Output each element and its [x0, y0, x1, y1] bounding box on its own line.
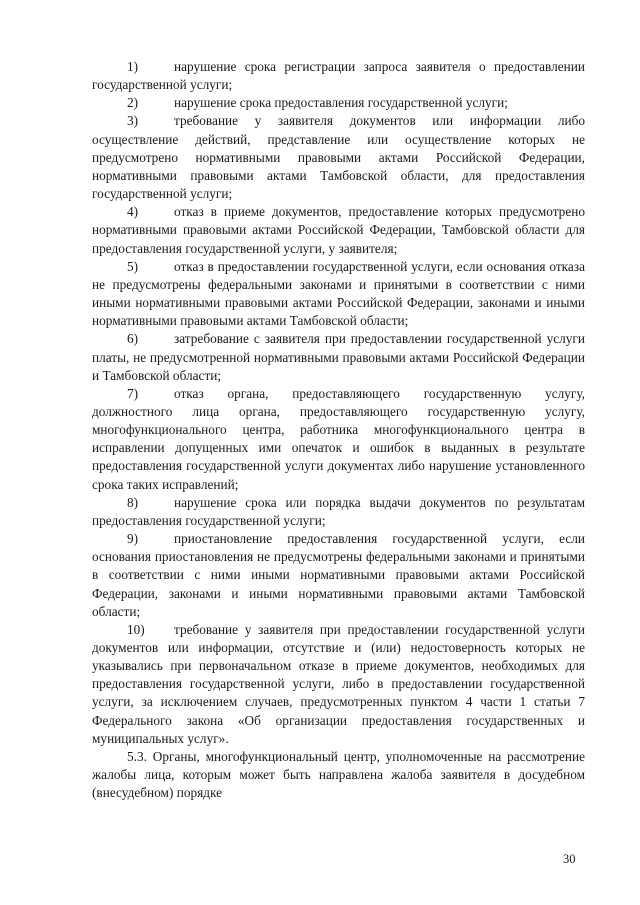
list-item	[92, 94, 585, 112]
item-number: 10)	[127, 621, 145, 637]
list-item	[92, 258, 585, 331]
item-text: нарушение срока регистрации запроса заявителя о предоставлении государственной услуги;	[92, 59, 585, 93]
page-number: 30	[563, 852, 576, 866]
item-text: требование у заявителя при предоставлении государственной услуги документов или информации, отсутствие и (или) недостоверность которых не указывались при первоначальном отказе в приеме документов, необходимых для предоставления государственной услуги, либо в предоставлении государственной услуги, за исключением случаев, предусмотренных пунктом 4 части 1 статьи 7 Федерального закона «Об организации предоставления государственных и муниципальных услуг».	[92, 621, 585, 746]
item-number: 3)	[127, 113, 139, 129]
document-body	[92, 58, 585, 802]
item-text: требование у заявителя документов или информации либо осуществление действий, представление или осуществление которых не предусмотрено нормативными правовыми актами Российской Федерации, нормативными правовыми актами Тамбовской области, для предоставления государственной услуги;	[92, 113, 585, 202]
list-item	[92, 112, 585, 203]
list-item	[92, 530, 585, 621]
list-item	[92, 621, 585, 748]
item-text: приостановление предоставления государственной услуги, если основания приостановления не предусмотрены федеральными законами и принятыми в соответствии с ними иными нормативными правовыми актами Российской Федерации, законами и иными нормативными правовыми актами Тамбовской области;	[92, 531, 585, 619]
list-item	[92, 203, 585, 257]
list-item	[92, 330, 585, 384]
item-text: отказ в приеме документов, предоставление которых предусмотрено нормативными правовыми актами Российской Федерации, Тамбовской области для предоставления государственной услуги, у заявителя;	[92, 204, 585, 256]
section-paragraph: 5.3. Органы, многофункциональный центр, уполномоченные на рассмотрение жалобы лица, которым может быть направлена жалоба заявителя в досудебном (внесудебном) порядке	[92, 748, 585, 801]
item-number: 2)	[127, 95, 139, 111]
item-text: отказ в предоставлении государственной услуги, если основания отказа не предусмотрены федеральными законами и принятыми в соответствии с ними иными нормативными правовыми актами Российской Федерации, законами и иными нормативными правовыми актами Тамбовской области;	[92, 258, 585, 329]
item-number: 1)	[127, 59, 139, 74]
item-number: 6)	[127, 331, 139, 347]
item-text: нарушение срока или порядка выдачи документов по результатам предоставления государственной услуги;	[92, 494, 585, 528]
item-number: 9)	[127, 531, 139, 547]
item-number: 8)	[127, 494, 139, 510]
list-item	[92, 385, 585, 494]
item-text: затребование с заявителя при предоставлении государственной услуги платы, не предусмотренной нормативными правовыми актами Российской Федерации и Тамбовской области;	[92, 331, 585, 383]
item-text: нарушение срока предоставления государственной услуги;	[174, 95, 508, 111]
item-text: отказ органа, предоставляющего государственную услугу, должностного лица органа, предоставляющего государственную услугу, многофункционального центра, работника многофункционального центра в исправлении допущенных ими опечаток и ошибок в выданных в результате предоставления государственной услуги документах либо нарушение установленного срока таких исправлений;	[92, 385, 585, 492]
item-number: 7)	[127, 385, 139, 401]
list-item	[92, 58, 585, 94]
item-number: 4)	[127, 204, 139, 220]
item-number: 5)	[127, 258, 139, 274]
list-item	[92, 494, 585, 530]
